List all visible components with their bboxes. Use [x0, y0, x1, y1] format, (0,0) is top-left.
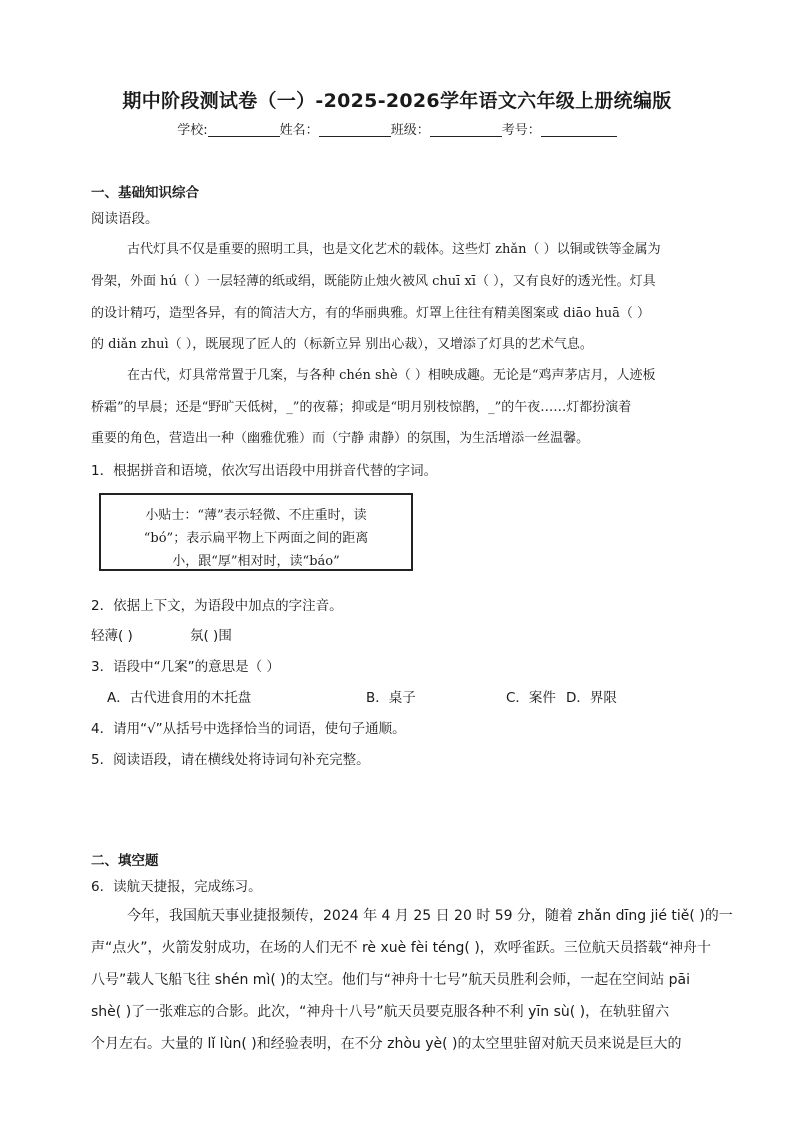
- q3-option-a[interactable]: A．古代进食用的木托盘: [107, 690, 252, 706]
- school-field[interactable]: [208, 122, 280, 137]
- news-line: 声“点火”，火箭发射成功，在场的人们无不 rè xuè fèi téng( )，欢呼雀跃。三位航天员搭载“神舟十: [91, 940, 712, 956]
- number-label: 考号：: [501, 123, 541, 138]
- student-info-line: [0, 119, 794, 138]
- question-5: 5．阅读语段，请在横线处将诗词句补充完整。: [91, 752, 370, 768]
- passage-line: 桥霜”的早晨；还是“野旷天低树，_”的夜幕；抑或是“明月别枝惊鹊，_”的午夜……灯都扮演着: [91, 400, 632, 415]
- news-line: shè( )了一张难忘的合影。此次，“神舟十八号”航天员要克服各种不利 yīn sù( )，在轨驻留六: [91, 1004, 670, 1020]
- news-line: 今年，我国航天事业捷报频传，2024 年 4 月 25 日 20 时 59 分，随着 zhǎn dīng jié tiě( )的一: [127, 908, 733, 924]
- passage-line: 的设计精巧，造型各异，有的简洁大方，有的华丽典雅。灯罩上往往有精美图案或 diāo huā（ ）: [91, 306, 650, 321]
- q3-option-b[interactable]: B．桌子: [366, 690, 416, 706]
- question-3: 3．语段中“几案”的意思是（ ）: [91, 659, 280, 675]
- class-label: 班级：: [390, 123, 430, 138]
- news-line: 八号”载人飞船飞往 shén mì( )的太空。他们与“神舟十七号”航天员胜利会师，一起在空间站 pāi: [91, 972, 691, 988]
- page-title: 期中阶段测试卷（一）-2025-2026学年语文六年级上册统编版: [122, 90, 672, 112]
- q3-option-c[interactable]: C．案件: [506, 690, 556, 706]
- q2-item-fenwei: 氛( )围: [190, 628, 232, 644]
- passage-line: 在古代，灯具常常置于几案，与各种 chén shè（ ）相映成趣。无论是“鸡声茅店月，人迹板: [127, 368, 656, 383]
- q2-item-qingbo: 轻薄( ): [91, 628, 133, 644]
- tip-line: “bó”；表示扁平物上下两面之间的距离: [143, 531, 369, 546]
- passage-line: 重要的角色，营造出一种（幽雅优雅）而（宁静 肃静）的氛围，为生活增添一丝温馨。: [91, 431, 590, 446]
- passage-line: 古代灯具不仅是重要的照明工具，也是文化艺术的载体。这些灯 zhǎn（ ）以铜或铁等金属为: [127, 242, 661, 257]
- question-4: 4．请用“√”从括号中选择恰当的词语，使句子通顺。: [91, 721, 406, 737]
- question-1: 1．根据拼音和语境，依次写出语段中用拼音代替的字词。: [91, 463, 438, 479]
- name-label: 姓名：: [279, 123, 319, 138]
- section1-heading: 一、基础知识综合: [91, 185, 199, 201]
- passage-line: 的 diǎn zhuì（ ），既展现了匠人的（标新立异 别出心裁），又增添了灯具的艺术气息。: [91, 337, 593, 352]
- number-field[interactable]: [541, 122, 617, 137]
- passage-line: 骨架，外面 hú（ ）一层轻薄的纸或绢，既能防止烛火被风 chuī xī（ ），又有良好的透光性。灯具: [91, 274, 656, 289]
- name-field[interactable]: [319, 122, 391, 137]
- tip-line: 小贴士：“薄”表示轻微、不庄重时，读: [145, 508, 367, 523]
- news-line: 个月左右。大量的 lǐ lùn( )和经验表明，在不分 zhòu yè( )的太空里驻留对航天员来说是巨大的: [91, 1036, 682, 1052]
- section2-heading: 二、填空题: [91, 853, 159, 869]
- q3-option-d[interactable]: D．界限: [566, 690, 617, 706]
- question-6: 6．读航天捷报，完成练习。: [91, 879, 262, 895]
- school-label: 学校:: [177, 123, 208, 138]
- tip-box: [99, 493, 413, 571]
- tip-line: 小，跟“厚”相对时，读“báo”: [172, 554, 340, 569]
- class-field[interactable]: [430, 122, 502, 137]
- section1-intro: 阅读语段。: [91, 211, 159, 227]
- question-2: 2．依据上下文，为语段中加点的字注音。: [91, 598, 343, 614]
